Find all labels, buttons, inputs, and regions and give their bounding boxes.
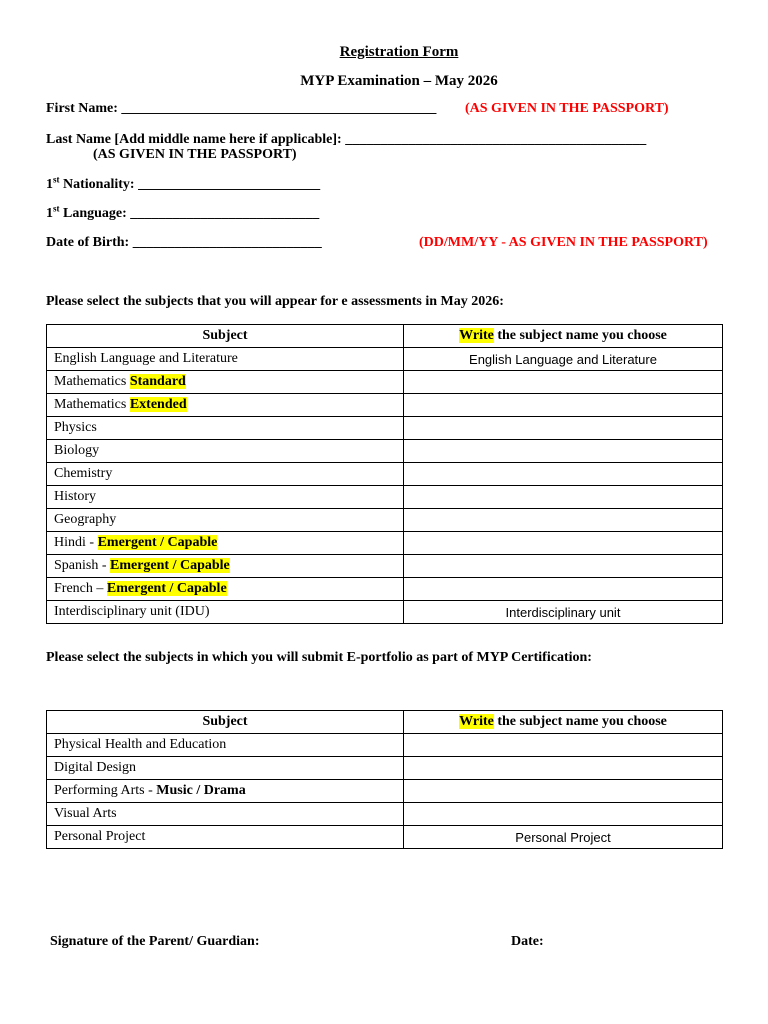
nationality-label: Nationality: xyxy=(59,177,139,192)
subject-option: Standard xyxy=(129,374,186,389)
language-field[interactable] xyxy=(46,203,320,222)
choice-header-text: the subject name you choose xyxy=(493,328,667,343)
nationality-ordinal: 1 xyxy=(46,177,53,192)
table-row xyxy=(47,486,723,509)
language-label: Language: xyxy=(59,206,131,221)
language-ordinal-suffix: st xyxy=(53,203,60,214)
subject-cell xyxy=(47,371,404,394)
table-row xyxy=(47,780,723,803)
choice-cell[interactable] xyxy=(404,371,723,394)
subject-cell xyxy=(47,555,404,578)
nationality-field[interactable] xyxy=(46,174,321,193)
table-row xyxy=(47,578,723,601)
subject-cell xyxy=(47,440,404,463)
table-row xyxy=(47,371,723,394)
choice-cell[interactable]: English Language and Literature xyxy=(404,348,723,371)
eassessment-table xyxy=(46,324,723,624)
subject-column-header: Subject xyxy=(47,325,404,348)
language-blank[interactable]: ___________________________ xyxy=(130,206,320,221)
subject-name: Chemistry xyxy=(54,466,113,481)
eassessment-heading: Please select the subjects that you will appear for e assessments in May 2026: xyxy=(46,294,504,309)
subject-name: Biology xyxy=(54,443,100,458)
subject-cell xyxy=(47,780,404,803)
subject-option: Music / Drama xyxy=(156,783,246,798)
table-row xyxy=(47,601,723,624)
choice-column-header xyxy=(404,325,723,348)
table-row xyxy=(47,734,723,757)
subject-cell xyxy=(47,803,404,826)
subject-name: Physical Health and Education xyxy=(54,737,227,752)
choice-cell[interactable]: Interdisciplinary unit xyxy=(404,601,723,624)
choice-cell[interactable] xyxy=(404,734,723,757)
choice-header-text: the subject name you choose xyxy=(493,714,667,729)
choice-column-header xyxy=(404,711,723,734)
subject-name: Physics xyxy=(54,420,97,435)
subject-cell xyxy=(47,486,404,509)
first-name-blank[interactable]: _____________________________________________ xyxy=(121,101,437,116)
subject-name: History xyxy=(54,489,96,504)
subject-name: Visual Arts xyxy=(54,806,117,821)
dob-blank[interactable]: ___________________________ xyxy=(132,235,322,250)
subject-name: Geography xyxy=(54,512,117,527)
table-row xyxy=(47,394,723,417)
subject-cell xyxy=(47,826,404,849)
table-row xyxy=(47,348,723,371)
subject-cell xyxy=(47,601,404,624)
nationality-blank[interactable]: __________________________ xyxy=(138,177,321,192)
dob-note: (DD/MM/YY - AS GIVEN IN THE PASSPORT) xyxy=(419,235,708,250)
language-ordinal: 1 xyxy=(46,206,53,221)
first-name-note: (AS GIVEN IN THE PASSPORT) xyxy=(465,101,669,116)
subject-name: English Language and Literature xyxy=(54,351,238,366)
choice-cell[interactable] xyxy=(404,803,723,826)
subject-cell xyxy=(47,757,404,780)
subject-name: Mathematics xyxy=(54,374,130,389)
choice-cell[interactable] xyxy=(404,463,723,486)
subject-name: Digital Design xyxy=(54,760,137,775)
subject-column-header: Subject xyxy=(47,711,404,734)
subject-cell xyxy=(47,417,404,440)
subject-cell xyxy=(47,734,404,757)
write-highlight: Write xyxy=(459,714,494,729)
choice-cell[interactable] xyxy=(404,757,723,780)
nationality-ordinal-suffix: st xyxy=(53,174,60,185)
last-name-blank[interactable]: ___________________________________________ xyxy=(345,132,647,147)
choice-cell[interactable] xyxy=(404,555,723,578)
write-highlight: Write xyxy=(459,328,494,343)
last-name-label: Last Name [Add middle name here if applicable]: xyxy=(46,132,346,147)
signature-label: Signature of the Parent/ Guardian: xyxy=(50,934,260,949)
eportfolio-heading: Please select the subjects in which you will submit E-portfolio as part of MYP Certification: xyxy=(46,650,592,665)
table-row xyxy=(47,440,723,463)
subject-cell xyxy=(47,509,404,532)
choice-cell[interactable]: Personal Project xyxy=(404,826,723,849)
subject-name: French – xyxy=(54,581,107,596)
choice-cell[interactable] xyxy=(404,578,723,601)
table-row xyxy=(47,803,723,826)
table-row xyxy=(47,826,723,849)
table-row xyxy=(47,757,723,780)
table-row xyxy=(47,417,723,440)
eportfolio-table xyxy=(46,710,723,849)
dob-label: Date of Birth: xyxy=(46,235,133,250)
table-row xyxy=(47,509,723,532)
table-row xyxy=(47,555,723,578)
form-title: Registration Form xyxy=(339,44,459,60)
date-label: Date: xyxy=(511,934,544,949)
table-row xyxy=(47,532,723,555)
subject-name: Spanish - xyxy=(54,558,110,573)
subject-option: Emergent / Capable xyxy=(97,535,218,550)
choice-cell[interactable] xyxy=(404,440,723,463)
subject-option: Extended xyxy=(129,397,187,412)
choice-cell[interactable] xyxy=(404,394,723,417)
subject-name: Personal Project xyxy=(54,829,146,844)
table-header-row xyxy=(47,711,723,734)
subject-option: Emergent / Capable xyxy=(110,558,230,573)
subject-cell xyxy=(47,578,404,601)
subject-name: Interdisciplinary unit (IDU) xyxy=(54,604,210,619)
subject-name: Hindi - xyxy=(54,535,98,550)
subject-cell xyxy=(47,463,404,486)
last-name-field[interactable] xyxy=(46,132,646,148)
first-name-label: First Name: xyxy=(46,101,122,116)
last-name-note: (AS GIVEN IN THE PASSPORT) xyxy=(93,147,297,162)
choice-cell[interactable] xyxy=(404,417,723,440)
dob-field[interactable] xyxy=(46,235,322,251)
subject-cell xyxy=(47,348,404,371)
choice-cell[interactable] xyxy=(404,486,723,509)
table-row xyxy=(47,463,723,486)
subject-name: Performing Arts - xyxy=(54,783,157,798)
exam-title: MYP Examination – May 2026 xyxy=(300,73,498,89)
choice-cell[interactable] xyxy=(404,780,723,803)
subject-option: Emergent / Capable xyxy=(106,581,227,596)
subject-cell xyxy=(47,532,404,555)
choice-cell[interactable] xyxy=(404,509,723,532)
table-header-row xyxy=(47,325,723,348)
choice-cell[interactable] xyxy=(404,532,723,555)
subject-cell xyxy=(47,394,404,417)
subject-name: Mathematics xyxy=(54,397,130,412)
first-name-field[interactable] xyxy=(46,101,436,117)
